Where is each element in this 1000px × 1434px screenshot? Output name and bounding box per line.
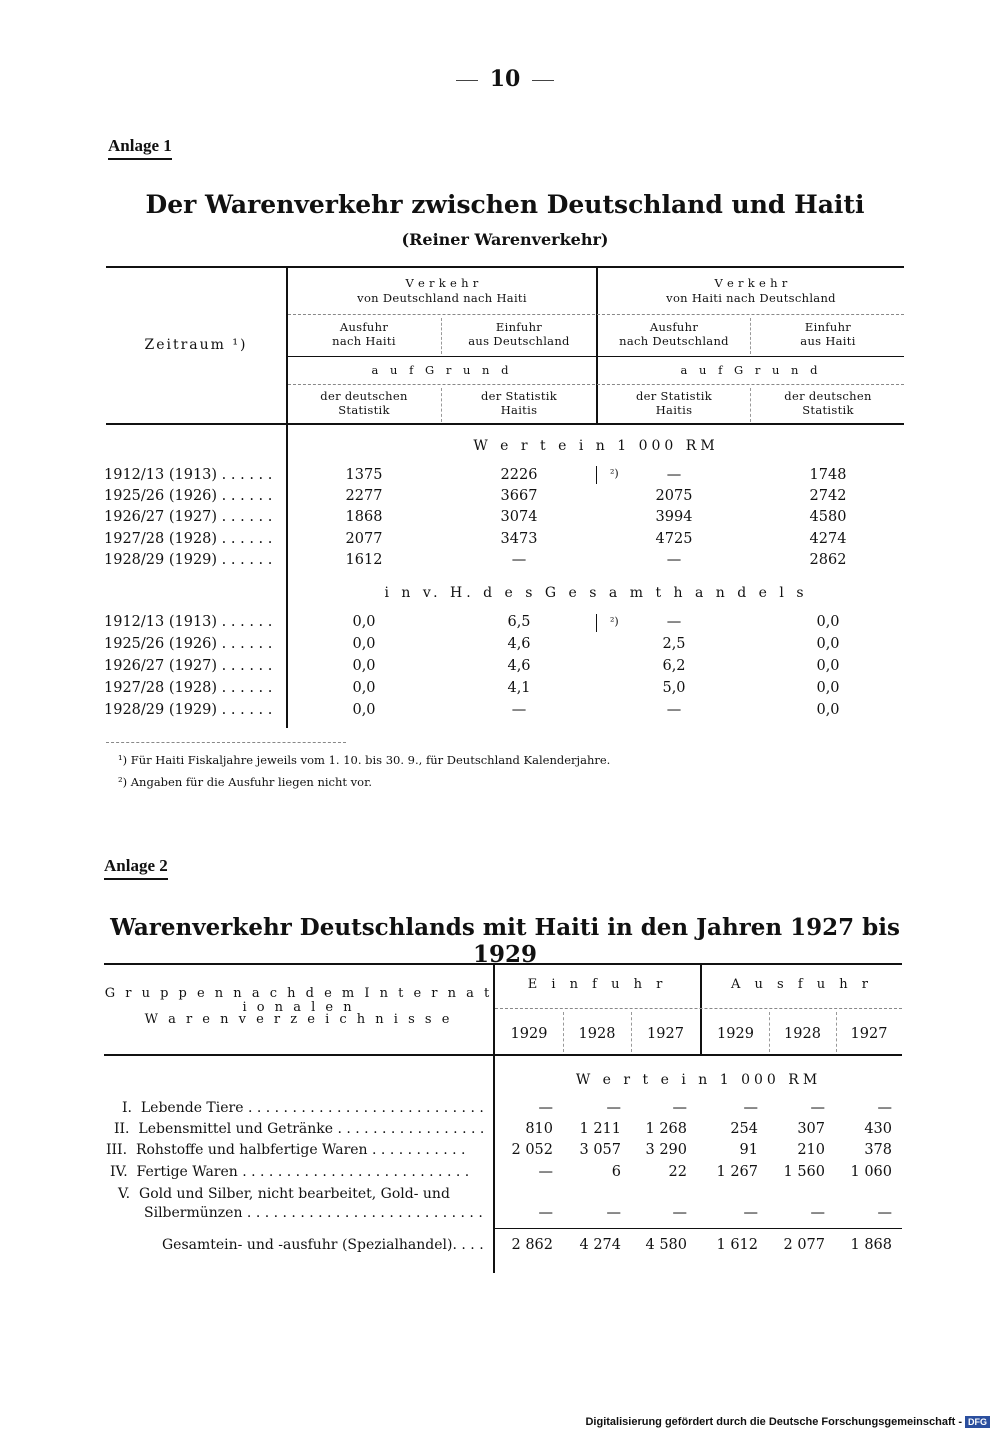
total-cell: 2 077 <box>783 1237 825 1253</box>
value-cell: 1 267 <box>716 1164 758 1180</box>
header-basis-right: a u f G r u n d <box>680 363 822 377</box>
cell: 3473 <box>500 531 538 547</box>
header-groups-a: G r u p p e n n a c h d e m I n t e r n a t i o n a l e n <box>104 986 493 1015</box>
cell: 4,1 <box>507 680 531 696</box>
year-header: 1928 <box>578 1026 616 1042</box>
total-cell: 2 862 <box>511 1237 553 1253</box>
total-cell: 4 580 <box>645 1237 687 1253</box>
header-col1-a: Ausfuhr <box>339 320 389 334</box>
cell: 0,0 <box>816 636 840 652</box>
section-values-2: W e r t e i n 1 000 RM <box>575 1072 822 1088</box>
cell: 4274 <box>809 531 847 547</box>
row-period: 1926/27 (1927) . . . . . . <box>104 509 273 525</box>
cell: — <box>666 614 682 630</box>
total-cell: 4 274 <box>579 1237 621 1253</box>
value-cell: 1 060 <box>850 1164 892 1180</box>
table2-top-rule <box>104 963 902 965</box>
row-period: 1925/26 (1926) . . . . . . <box>104 488 273 504</box>
section-percent: i n v. H. d e s G e s a m t h a n d e l s <box>384 585 808 601</box>
year-header: 1927 <box>850 1026 888 1042</box>
cell: — <box>666 702 682 718</box>
cell: 0,0 <box>352 614 376 630</box>
row-period: 1927/28 (1928) . . . . . . <box>104 531 273 547</box>
row-period: 1928/29 (1929) . . . . . . <box>104 552 273 568</box>
header-period: Zeitraum ¹) <box>144 337 248 353</box>
group-row-label-cont: Silbermünzen . . . . . . . . . . . . . . . . . . . . . . . . . . . <box>144 1205 483 1221</box>
header-imports: E i n f u h r <box>527 977 668 992</box>
cell: 2277 <box>345 488 383 504</box>
cell: 2,5 <box>662 636 686 652</box>
footnote-mark: ²) <box>610 467 619 480</box>
total-cell: 1 612 <box>716 1237 758 1253</box>
cell: 2862 <box>809 552 847 568</box>
row-period: 1925/26 (1926) . . . . . . <box>104 636 273 652</box>
value-cell: 2 052 <box>511 1142 553 1158</box>
cell: 4,6 <box>507 636 531 652</box>
cell: 0,0 <box>816 680 840 696</box>
group-row-label: V. Gold und Silber, nicht bearbeitet, Gold- und <box>118 1186 450 1202</box>
value-cell: — <box>672 1100 687 1116</box>
footnote-2: ²) Angaben für die Ausfuhr liegen nicht vor. <box>118 775 372 789</box>
group-row-label: IV. Fertige Waren . . . . . . . . . . . . . . . . . . . . . . . . . . <box>110 1164 470 1180</box>
row-period: 1912/13 (1913) . . . . . . <box>104 614 273 630</box>
digitization-note <box>585 1416 990 1428</box>
cell: — <box>666 467 682 483</box>
year-divider <box>563 1012 564 1052</box>
cell: — <box>511 702 527 718</box>
value-cell: — <box>743 1100 758 1116</box>
value-cell: 3 057 <box>579 1142 621 1158</box>
cell: 1868 <box>345 509 383 525</box>
digitization-text: Digitalisierung gefördert durch die Deutsche Forschungsgemeinschaft - <box>585 1416 962 1428</box>
header-group1-b: von Deutschland nach Haiti <box>357 291 527 305</box>
cell: 0,0 <box>352 702 376 718</box>
value-cell: — <box>877 1205 892 1221</box>
cell: 4580 <box>809 509 847 525</box>
annex1-label: Anlage 1 <box>108 136 172 160</box>
value-cell: 91 <box>739 1142 758 1158</box>
cell: 3994 <box>655 509 693 525</box>
header-src4-b: Statistik <box>802 403 854 417</box>
cell: 2075 <box>655 488 693 504</box>
value-cell: 378 <box>864 1142 892 1158</box>
table2-header-rule <box>104 1054 902 1056</box>
header-col1-b: nach Haiti <box>332 334 396 348</box>
section-values: W e r t e i n 1 000 RM <box>473 438 719 454</box>
row-period: 1926/27 (1927) . . . . . . <box>104 658 273 674</box>
annex1-subtitle: (Reiner Warenverkehr) <box>401 230 609 249</box>
value-cell: 1 268 <box>645 1121 687 1137</box>
header-exports: A u s f u h r <box>731 977 873 992</box>
value-cell: — <box>606 1100 621 1116</box>
value-cell: — <box>743 1205 758 1221</box>
cell: 1612 <box>345 552 383 568</box>
value-cell: 810 <box>525 1121 553 1137</box>
group-row-label: I. Lebende Tiere . . . . . . . . . . . . . . . . . . . . . . . . . . . <box>122 1100 484 1116</box>
year-header: 1929 <box>510 1026 548 1042</box>
value-cell: — <box>810 1100 825 1116</box>
value-cell: — <box>538 1100 553 1116</box>
header-src2-b: Haitis <box>500 403 538 417</box>
header-src1-a: der deutschen <box>320 389 408 403</box>
year-divider <box>836 1012 837 1052</box>
header-src4-a: der deutschen <box>784 389 872 403</box>
value-cell: 210 <box>797 1142 825 1158</box>
header-basis-left: a u f G r u n d <box>371 363 513 377</box>
value-cell: 254 <box>730 1121 758 1137</box>
value-cell: — <box>538 1205 553 1221</box>
header-group1-a: V e r k e h r <box>405 276 479 290</box>
header-src3-b: Haitis <box>655 403 693 417</box>
value-cell: — <box>672 1205 687 1221</box>
cell: 1748 <box>809 467 847 483</box>
value-cell: 3 290 <box>645 1142 687 1158</box>
page-number: 10 <box>0 66 1000 92</box>
total-cell: 1 868 <box>850 1237 892 1253</box>
value-cell: 1 211 <box>579 1121 621 1137</box>
header-groups-b: W a r e n v e r z e i c h n i s s e <box>144 1012 453 1027</box>
year-divider <box>631 1012 632 1052</box>
row-period: 1927/28 (1928) . . . . . . <box>104 680 273 696</box>
row-period: 1912/13 (1913) . . . . . . <box>104 467 273 483</box>
cell: 2226 <box>500 467 538 483</box>
header-col4-b: aus Haiti <box>800 334 856 348</box>
value-cell: — <box>538 1164 553 1180</box>
header-group2-b: von Haiti nach Deutschland <box>666 291 836 305</box>
cell: 0,0 <box>816 702 840 718</box>
value-cell: — <box>606 1205 621 1221</box>
cell: 0,0 <box>352 636 376 652</box>
value-cell: — <box>810 1205 825 1221</box>
header-col2-a: Einfuhr <box>495 320 543 334</box>
total-label: Gesamtein- und -ausfuhr (Spezialhandel). . . . <box>162 1237 484 1253</box>
row-period: 1928/29 (1929) . . . . . . <box>104 702 273 718</box>
group-row-label: II. Lebensmittel und Getränke . . . . . . . . . . . . . . . . . <box>114 1121 485 1137</box>
header-src2-a: der Statistik <box>480 389 558 403</box>
cell: — <box>666 552 682 568</box>
header-src1-b: Statistik <box>338 403 390 417</box>
header-group2-a: V e r k e h r <box>714 276 788 290</box>
annex2-label: Anlage 2 <box>104 856 168 880</box>
cell: 1375 <box>345 467 383 483</box>
value-cell: — <box>877 1100 892 1116</box>
value-cell: 1 560 <box>783 1164 825 1180</box>
cell: — <box>511 552 527 568</box>
cell: 0,0 <box>816 658 840 674</box>
cell: 6,2 <box>662 658 686 674</box>
group-row-label: III. Rohstoffe und halbfertige Waren . . . . . . . . . . . <box>106 1142 466 1158</box>
cell: 5,0 <box>662 680 686 696</box>
value-cell: 307 <box>797 1121 825 1137</box>
dfg-logo: DFG <box>965 1416 990 1428</box>
value-cell: 6 <box>611 1164 621 1180</box>
cell: 2742 <box>809 488 847 504</box>
year-header: 1928 <box>784 1026 821 1042</box>
footnote-mark: ²) <box>610 615 619 628</box>
cell: 4,6 <box>507 658 531 674</box>
cell: 0,0 <box>816 614 840 630</box>
cell: 4725 <box>655 531 693 547</box>
cell: 3667 <box>500 488 538 504</box>
year-header: 1927 <box>647 1026 684 1042</box>
value-cell: 22 <box>668 1164 687 1180</box>
annex2-title: Warenverkehr Deutschlands mit Haiti in den Jahren 1927 bis 1929 <box>110 914 900 968</box>
header-src3-a: der Statistik <box>635 389 713 403</box>
header-col3-b: nach Deutschland <box>619 334 729 348</box>
cell: 6,5 <box>507 614 531 630</box>
header-col3-a: Ausfuhr <box>649 320 699 334</box>
header-col2-b: aus Deutschland <box>468 334 570 348</box>
annex1-title: Der Warenverkehr zwischen Deutschland und Haiti <box>145 190 865 219</box>
year-header: 1929 <box>717 1026 754 1042</box>
cell: 0,0 <box>352 680 376 696</box>
cell: 2077 <box>345 531 383 547</box>
value-cell: 430 <box>864 1121 892 1137</box>
cell: 3074 <box>500 509 538 525</box>
cell: 0,0 <box>352 658 376 674</box>
year-divider <box>769 1012 770 1052</box>
header-col4-a: Einfuhr <box>804 320 852 334</box>
footnote-1: ¹) Für Haiti Fiskaljahre jeweils vom 1. 10. bis 30. 9., für Deutschland Kalenderjahre. <box>118 753 611 767</box>
table2-dotted <box>495 1008 902 1009</box>
total-rule <box>495 1228 902 1229</box>
